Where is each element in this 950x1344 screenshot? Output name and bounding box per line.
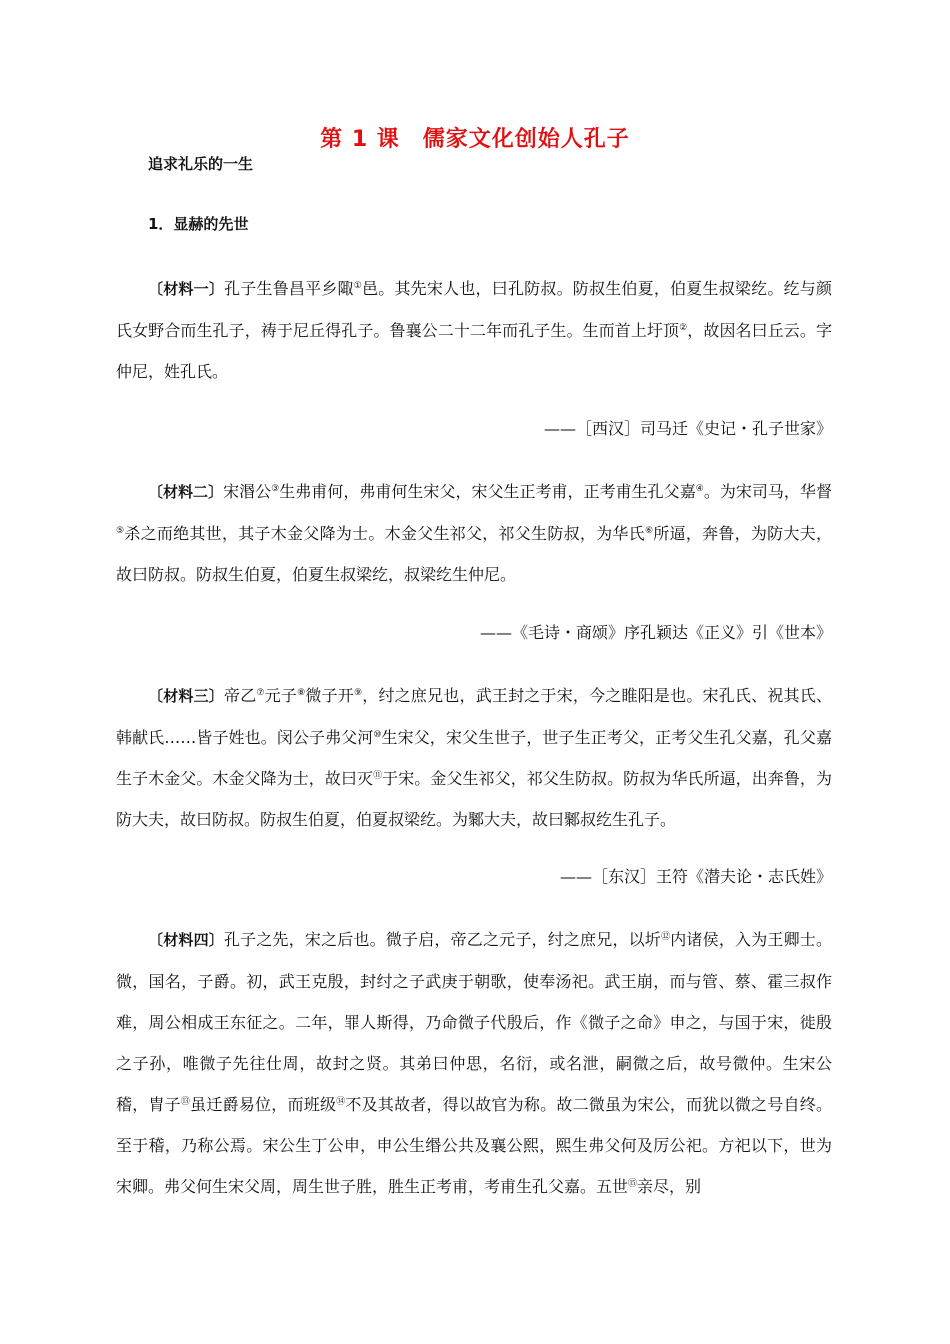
footnote-marker: ⑭ xyxy=(336,1097,346,1107)
material-1-paragraph xyxy=(116,268,832,392)
material-label: 〔材料三〕 xyxy=(148,687,225,705)
text-run: 内诸侯，入为王卿士。微，国名，子爵。初，武王克殷，封纣之子武庚于朝歌，使奉汤祀。武王崩，而与管、蔡、霍三叔作难，周公相成王东征之。二年，罪人斯得，乃命微子代殷后，作《微子之命》申之，与国于宋，徙殷之子孙，唯微子先往仕周，故封之贤。其弟曰仲思，名衍，或名泄，嗣微之后，故号微仲。生宋公稽，胄子 xyxy=(116,930,832,1114)
footnote-marker: ④ xyxy=(695,484,704,494)
text-run: 微子开 xyxy=(305,686,354,705)
material-2-paragraph xyxy=(116,471,832,595)
material-3-citation: ——［东汉］王符《潜夫论・志氏姓》 xyxy=(559,867,832,886)
material-1-citation: ——［西汉］司马迁《史记・孔子世家》 xyxy=(543,419,832,438)
text-run: 宋湣公 xyxy=(223,482,272,501)
text-run: 于宋。金父生祁父，祁父生防叔。防叔为华氏所逼，出奔鲁，为防大夫，故曰防叔。防叔生伯夏，伯夏叔梁纥。为鄹大夫，故曰鄹叔纥生孔子。 xyxy=(116,769,832,829)
lesson-title: 第 1 课 儒家文化创始人孔子 xyxy=(320,127,630,152)
material-label: 〔材料一〕 xyxy=(148,280,225,298)
text-run: 孔子生鲁昌平乡陬 xyxy=(224,279,354,298)
text-run: 邑。其先宋人也，曰孔防叔。防叔生伯夏，伯夏生叔梁纥。纥与颜氏女野合而生孔子，祷于尼丘得孔子。鲁襄公二十二年而孔子生。生而首上圩顶 xyxy=(116,279,832,340)
text-run: 生弗甫何，弗甫何生宋父，宋父生正考甫，正考甫生孔父嘉 xyxy=(279,482,696,501)
text-run: 元子 xyxy=(264,686,298,705)
text-run: 杀之而绝其世，其子木金父降为士。木金父生祁父，祁父生防叔，为华氏 xyxy=(124,524,645,543)
footnote-marker: ⑮ xyxy=(628,1179,638,1189)
footnote-marker: ② xyxy=(679,323,688,333)
footnote-marker: ⑬ xyxy=(180,1097,191,1107)
text-run: ，纣之庶兄也，武王封之于宋，今之睢阳是也。宋孔氏、祝其氏、韩献氏……皆子姓也。闵公子弗父河 xyxy=(116,686,832,747)
text-run: 孔子之先，宋之后也。微子启，帝乙之元子，纣之庶兄，以圻 xyxy=(223,930,662,949)
material-label: 〔材料二〕 xyxy=(148,483,224,501)
footnote-marker: ⑫ xyxy=(661,932,671,942)
material-4-paragraph xyxy=(116,919,832,1207)
footnote-marker: ① xyxy=(353,281,363,291)
footnote-marker: ⑦ xyxy=(256,688,265,698)
text-run: 所逼，奔鲁，为防大夫，故曰防叔。防叔生伯夏，伯夏生叔梁纥，叔梁纥生仲尼。 xyxy=(116,524,832,584)
footnote-marker: ⑩ xyxy=(373,730,382,740)
material-label: 〔材料四〕 xyxy=(148,931,224,949)
text-run: 虽迁爵易位，而班级 xyxy=(190,1095,337,1114)
material-2-citation: ——《毛诗・商颂》序孔颖达《正义》引《世本》 xyxy=(479,623,832,642)
text-run: 。为宋司马，华督 xyxy=(703,482,832,501)
text-run: 不及其故者，得以故官为称。故二微虽为宋公，而犹以微之号自终。至于稽，乃称公焉。宋公生丁公申，申公生缗公共及襄公熙，熙生弗父何及厉公祀。方祀以下，世为宋卿。弗父何生宋父周，周生世子胜，胜生正考甫，考甫生孔父嘉。五世 xyxy=(116,1095,832,1196)
text-run: ，故因名曰丘云。字仲尼，姓孔氏。 xyxy=(116,321,832,381)
footnote-marker: ⑧ xyxy=(297,688,306,698)
footnote-marker: ③ xyxy=(271,484,280,494)
section-heading: 1．显赫的先世 xyxy=(148,215,249,233)
text-run: 生宋父，宋父生世子，世子生正考父，正考父生孔父嘉，孔父嘉生子木金父。木金父降为士，故曰灭 xyxy=(116,728,832,788)
footnote-marker: ⑤ xyxy=(116,526,125,536)
text-run: 帝乙 xyxy=(224,686,257,705)
footnote-marker: ⑥ xyxy=(644,526,654,536)
text-run: 亲尽，别 xyxy=(637,1177,702,1196)
lesson-subtitle: 追求礼乐的一生 xyxy=(148,155,254,173)
footnote-marker: ⑪ xyxy=(373,771,383,781)
material-3-paragraph xyxy=(116,675,832,840)
footnote-marker: ⑨ xyxy=(354,688,363,698)
